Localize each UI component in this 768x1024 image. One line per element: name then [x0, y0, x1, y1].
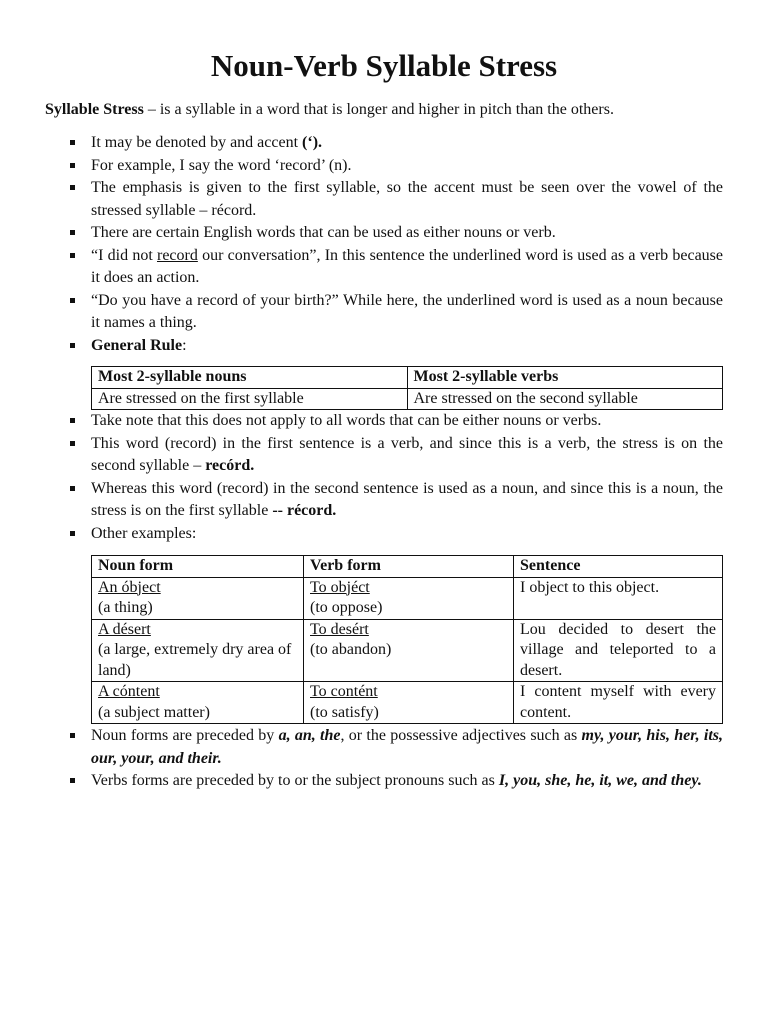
table-header-cell: [514, 556, 723, 578]
verb-gloss: (to oppose): [310, 599, 383, 616]
verb-gloss: (to satisfy): [310, 703, 379, 721]
table-header-row: [92, 367, 723, 389]
list-item: [68, 245, 723, 290]
header-label: Noun form: [98, 557, 174, 574]
list-item: [68, 410, 723, 433]
list-item-text: “Do you have a record of your birth?” While here, the underlined word is used as a noun because it names a thing.: [91, 291, 723, 331]
table-cell: [92, 619, 304, 682]
table-cell: I content myself with every content.: [514, 682, 723, 724]
list-item: [68, 478, 723, 523]
table-cell: [92, 682, 304, 724]
header-label: Sentence: [520, 557, 581, 574]
list-item-text: There are certain English words that can be used as either nouns or verb.: [91, 224, 556, 241]
verb-form: To objéct: [310, 578, 370, 596]
verb-form: To contént: [310, 683, 378, 700]
list-item: [68, 725, 723, 770]
list-item: [68, 290, 723, 335]
list-item: [68, 177, 723, 222]
list-item-text: It may be denoted by and accent: [91, 134, 303, 151]
list-item: [68, 132, 723, 155]
intro-term: Syllable Stress: [45, 101, 144, 118]
table-cell: Lou decided to desert the village and teleported to a desert.: [514, 619, 723, 682]
verb-gloss: (to abandon): [310, 641, 392, 658]
possessive-adjectives-text: my, your, his, her, its, our, your, and their.: [91, 727, 724, 767]
table-row: [92, 388, 723, 410]
header-label: Most 2-syllable verbs: [413, 368, 559, 385]
list-item-text: Other examples:: [91, 524, 197, 542]
table-cell: Are stressed on the first syllable: [92, 388, 408, 410]
underlined-word: record: [157, 246, 198, 264]
table-cell: Are stressed on the second syllable: [407, 388, 723, 410]
verb-form: To desért: [310, 620, 369, 638]
noun-gloss: (a subject matter): [98, 703, 210, 721]
examples-table: [91, 555, 723, 724]
list-item-text: Verbs forms are preceded by to or the subject pronouns such as: [91, 772, 499, 789]
list-item-text: The emphasis is given to the first syllable, so the accent must be seen over the vowel of the stressed syllable – récord.: [91, 179, 723, 219]
table-header-cell: [92, 556, 304, 578]
table-row: [92, 577, 723, 619]
page-title: Noun-Verb Syllable Stress: [210, 48, 558, 83]
header-label: Most 2-syllable nouns: [98, 368, 247, 385]
list-item: [68, 770, 723, 793]
list-item: [68, 222, 723, 245]
general-rule-label: General Rule: [91, 336, 183, 354]
table-header-cell: [407, 367, 723, 389]
table-header-cell: [92, 367, 408, 389]
table-cell: [304, 619, 514, 682]
table-cell: [92, 577, 304, 619]
list-item: [68, 155, 723, 178]
list-item: [68, 433, 723, 478]
list-item-text: For example, I say the word ‘record’ (n).: [91, 156, 352, 174]
list-item-text: Take note that this does not apply to all words that can be either nouns or verbs.: [91, 412, 602, 429]
table-cell: I object to this object.: [514, 577, 723, 619]
bullet-list-middle: [68, 410, 723, 545]
list-item-text: Whereas this word (record) in the second sentence is used as a noun, and since this is a noun, the stress is on the first syllable: [91, 479, 723, 519]
list-item-text: Noun forms are preceded by: [91, 727, 279, 744]
table-row: [92, 682, 723, 724]
table-cell: [304, 577, 514, 619]
table-header-row: [92, 556, 723, 578]
table-cell: [304, 682, 514, 724]
bullet-list-bottom: [68, 725, 723, 793]
noun-gloss: (a large, extremely dry area of land): [98, 641, 292, 679]
noun-gloss: (a thing): [98, 599, 153, 616]
list-item-text: , or the possessive adjectives such as: [340, 727, 582, 744]
table-header-cell: [304, 556, 514, 578]
accent-mark: (‘).: [302, 134, 323, 151]
noun-form: An óbject: [98, 578, 161, 596]
header-label: Verb form: [310, 557, 381, 574]
subject-pronouns-text: I, you, she, he, it, we, and they.: [498, 772, 702, 789]
list-item-text: “I did not: [91, 246, 157, 264]
list-item: [68, 335, 723, 358]
stressed-word: -- récord.: [272, 502, 337, 519]
list-item-text: our conversation”, In this sentence the underlined word is used as a verb because it does an action.: [91, 246, 724, 286]
noun-form: A désert: [98, 620, 151, 638]
intro-definition-text: – is a syllable in a word that is longer and higher in pitch than the others.: [143, 101, 614, 118]
articles-text: a, an, the: [278, 727, 341, 744]
table-row: [92, 619, 723, 682]
stressed-word: recórd.: [205, 457, 255, 474]
intro-definition: [45, 99, 725, 121]
bullet-list-top: [68, 132, 723, 357]
list-item: [68, 523, 723, 546]
noun-form: A cóntent: [98, 683, 160, 700]
general-rule-table: [91, 366, 723, 410]
list-item-text: :: [182, 336, 187, 354]
list-item-text: This word (record) in the first sentence is a verb, and since this is a verb, the stress is on the second syllable –: [91, 434, 723, 474]
